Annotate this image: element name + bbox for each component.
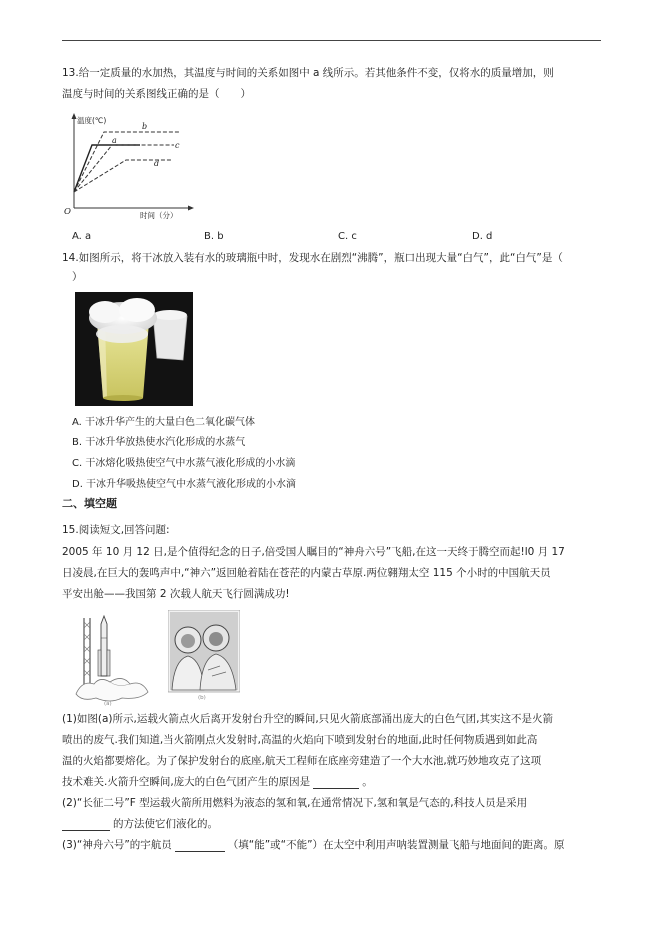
curve-label-b: b xyxy=(142,122,148,131)
q15-sub2-line2 xyxy=(62,817,218,831)
astronauts-figure-b xyxy=(168,610,240,700)
answer-blank-3[interactable] xyxy=(175,839,225,852)
curve-label-d: d xyxy=(154,159,160,168)
graph-y-label: 温度(℃) xyxy=(77,116,107,125)
q15-sub2-line2-text: 的方法使它们液化的。 xyxy=(113,818,218,830)
q15-sub1-line4-text: 技术难关.火箭升空瞬间,庞大的白色气团产生的原因是 xyxy=(62,776,311,788)
q13-option-a[interactable]: A. a xyxy=(72,231,92,242)
section-title-fill-in: 二、填空题 xyxy=(62,497,117,510)
q15-sub2-line1: (2)“长征二号”F 型运载火箭所用燃料为液态的氢和氧,在通常情况下,氢和氧是气态的,科技人员是采用 xyxy=(62,797,528,809)
header-rule xyxy=(62,40,601,41)
rocket-launch-figure-a xyxy=(70,610,155,706)
q15-para-line1: 2005 年 10 月 12 日,是个值得纪念的日子,倍受国人瞩目的“神舟六号”飞船,在这一天终于腾空而起!l0 月 17 xyxy=(62,546,565,558)
q15-sub1-line4-end: 。 xyxy=(362,776,373,788)
q13-stem-line1: 13.给一定质量的水加热，其温度与时间的关系如图中 a 线所示。若其他条件不变，仅将水的质量增加，则 xyxy=(62,67,554,79)
curve-b xyxy=(74,132,180,192)
q15-para-line2: 日凌晨,在巨大的轰鸣声中,“神六”返回舱着陆在苍茫的内蒙古草原.两位翱翔太空 115 个小时的中国航天员 xyxy=(62,567,551,579)
figure-a-label: (a) xyxy=(104,701,112,706)
q13-stem-line2: 温度与时间的关系图线正确的是（ ） xyxy=(62,88,251,100)
q13-option-d[interactable]: D. d xyxy=(472,231,493,242)
q15-sub3-line1 xyxy=(62,838,565,852)
q14-option-d[interactable]: D. 干冰升华吸热使空气中水蒸气液化形成的小水滴 xyxy=(72,479,297,490)
answer-blank-2[interactable] xyxy=(62,818,110,831)
q14-stem-line2: ） xyxy=(72,271,83,283)
q14-stem-line1: 14.如图所示，将干冰放入装有水的玻璃瓶中时，发现水在剧烈“沸腾”，瓶口出现大量“白气”，此“白气”是（ xyxy=(62,252,563,264)
graph-x-arrow xyxy=(188,206,194,211)
q13-option-b[interactable]: B. b xyxy=(204,231,224,242)
q15-sub1-line4 xyxy=(62,775,373,789)
curve-label-c: c xyxy=(175,141,180,150)
q15-para-line3: 平安出舱——我国第 2 次载人航天飞行圆满成功! xyxy=(62,588,290,600)
q15-sub3-line1-text: (3)“神舟六号”的宇航员 xyxy=(62,839,172,851)
q14-option-c[interactable]: C. 干冰熔化吸热使空气中水蒸气液化形成的小水滴 xyxy=(72,458,296,469)
curve-a xyxy=(74,145,140,192)
graph-origin-label: O xyxy=(64,207,71,217)
graph-y-arrow xyxy=(72,113,77,119)
graph-x-label: 时间（分） xyxy=(140,211,178,220)
q15-sub1-line1: (1)如图(a)所示,运载火箭点火后离开发射台升空的瞬间,只见火箭底部涌出庞大的白色气团,其实这不是火箭 xyxy=(62,713,554,725)
temperature-time-graph xyxy=(62,112,197,222)
q15-heading: 15.阅读短文,回答问题: xyxy=(62,524,170,536)
q13-option-c[interactable]: C. c xyxy=(338,231,357,242)
curve-label-a: a xyxy=(112,136,117,145)
figure-b-label: (b) xyxy=(198,695,206,700)
q15-sub3-line1-end: （填“能”或“不能”）在太空中利用声呐装置测量飞船与地面间的距离。原 xyxy=(227,839,565,851)
dry-ice-glass-photo xyxy=(75,292,193,406)
answer-blank-1[interactable] xyxy=(313,776,359,789)
q14-option-b[interactable]: B. 干冰升华放热使水汽化形成的水蒸气 xyxy=(72,437,246,448)
q15-sub1-line2: 喷出的废气.我们知道,当火箭刚点火发射时,高温的火焰向下喷到发射台的地面,此时任何物质遇到如此高 xyxy=(62,734,538,746)
q14-option-a[interactable]: A. 干冰升华产生的大量白色二氧化碳气体 xyxy=(72,417,256,428)
q15-sub1-line3: 温的火焰都要熔化。为了保护发射台的底座,航天工程师在底座旁建造了一个大水池,就巧妙地攻克了这项 xyxy=(62,755,542,767)
